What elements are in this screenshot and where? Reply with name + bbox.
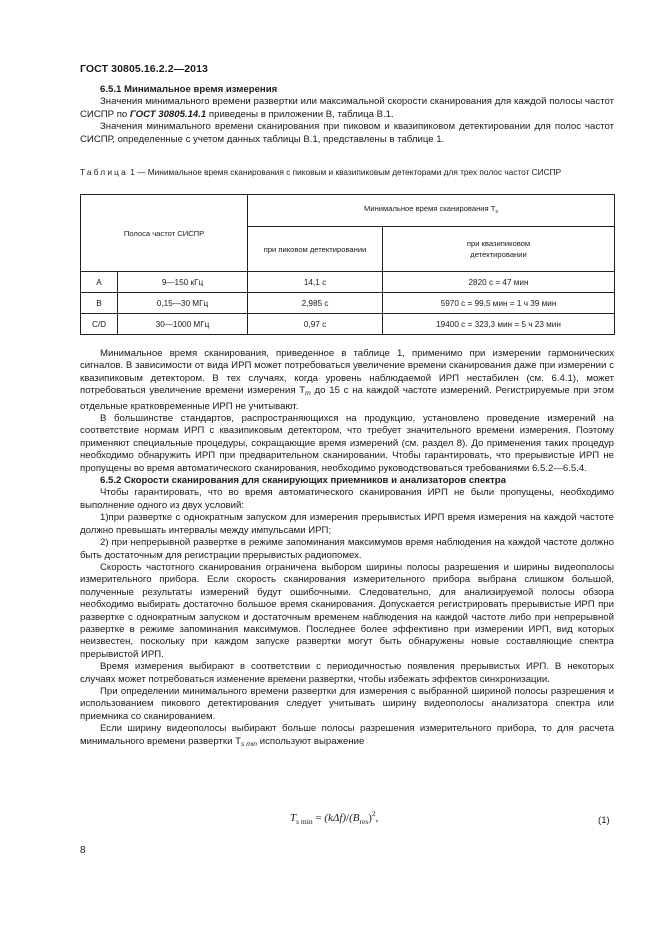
quasipeak-cell: 5970 с = 99,5 мин = 1 ч 39 мин: [383, 293, 615, 314]
formula-1: $T_{s min} = (k\Delta f)/(B_{res})^2$,: [290, 809, 379, 826]
standard-reference: ГОСТ 30805.14.1: [129, 108, 207, 120]
page-number: 8: [80, 845, 86, 856]
list-item: 2) при непрерывной развертке в режиме запоминания максимумов время наблюдения на каждой частоте должно быть достаточным для регистрации прерывистых радиопомех.: [80, 537, 614, 561]
paragraph: В большинстве стандартов, распространяющихся на продукцию, установлено проведение измерений на соответствие нормам ИРП с квазипиковым детектором, что требует значительного времени измерения. Поэтому применяют специальные процедуры, сокращающие время измерений (см. раздел 8). До применения таких процедур необходимо обнаружить ИРП при предварительном сканировании. Чтобы гарантировать, что прерывистые ИРП не пропущены во время автоматического сканирования, необходимо руководствоваться требованиями 6.5.2—6.5.4.: [80, 413, 614, 474]
paragraph: Значения минимального времени развертки или максимальной скорости сканирования для каждой полосы частот СИСПР по ГОСТ 30805.14.1 приведены в приложении В, таблица В.1.: [80, 96, 614, 120]
formula-number: (1): [598, 815, 610, 826]
paragraph: Минимальное время сканирования, приведенное в таблице 1, применимо при измерении гармонических сигналов. В зависимости от вида ИРП может потребоваться увеличение времени сканирования даже при измерении с квазипиковым детектором. В тех случаях, когда уровень наблюдаемой ИРП нестабилен (см. 6.4.1), может потребоваться увеличение времени измерения $T_m$ до 15 с на каждой частоте измерений. Регистрируемые при этом отдельные кратковременные ИРП не учитывают.: [80, 348, 614, 412]
list-item: 1)при развертке с однократным запуском для измерения прерывистых ИРП время измерения на каждой частоте должно превышать интервалы между импульсами ИРП;: [80, 512, 614, 536]
range-cell: 9—150 кГц: [118, 272, 248, 293]
body-text: [80, 348, 614, 751]
header-band: Полоса частот СИСПР: [81, 195, 248, 272]
paragraph: Время измерения выбирают в соответствии с периодичностью появления прерывистых ИРП. В некоторых случаях может потребоваться изменение времени развертки, чтобы избежать эффектов синхронизации.: [80, 661, 614, 685]
peak-cell: 2,985 с: [248, 293, 383, 314]
section-heading: 6.5.2 Скорости сканирования для сканирующих приемников и анализаторов спектра: [100, 475, 507, 487]
peak-cell: 14,1 с: [248, 272, 383, 293]
header-peak: при пиковом детектировании: [248, 227, 383, 272]
quasipeak-cell: 2820 с = 47 мин: [383, 272, 615, 293]
table-row: [81, 314, 615, 335]
band-cell: B: [81, 293, 118, 314]
table-row: [81, 293, 615, 314]
header-min-time: Минимальное время сканирования $T_s$: [248, 195, 615, 227]
paragraph: Значения минимального времени сканирования при пиковом и квазипиковом детектировании для полос частот СИСПР, определенные с учетом данных таблицы В.1, представлены в таблице 1.: [80, 121, 614, 145]
paragraph: Чтобы гарантировать, что во время автоматического сканирования ИРП не были пропущены, необходимо выполнение одного из двух условий:: [80, 487, 614, 511]
paragraph: Скорость частотного сканирования ограничена выбором ширины полосы разрешения и ширины видеополосы измерительного прибора. Если скорость сканирования измерительного прибора выбрана слишком большой, полученные результаты измерений будут ошибочными. Следовательно, для анализируемой полосы обзора необходимо выбирать достаточно большое время сканирования. Допускается регистрировать прерывистые ИРП при развертке с однократным запуском и достаточным временем наблюдения на каждой частоте либо при непрерывной развертке в режиме запоминания максимумов. Последнее более эффективно при измерении ИРП, вид которых неизвестен, поскольку при каждом запуске развертки могут быть обнаружены новые составляющие спектра прерывистой ИРП.: [80, 561, 614, 660]
peak-cell: 0,97 с: [248, 314, 383, 335]
band-cell: A: [81, 272, 118, 293]
min-scan-time-table: [80, 194, 615, 335]
quasipeak-cell: 19400 с = 323,3 мин = 5 ч 23 мин: [383, 314, 615, 335]
header-quasipeak: при квазипиковом детектировании: [383, 227, 615, 272]
table-caption: Таблица 1 — Минимальное время сканирования с пиковым и квазипиковым детекторами для трех полос частот СИСПР: [80, 167, 562, 177]
band-cell: C/D: [81, 314, 118, 335]
standard-header: ГОСТ 30805.16.2.2—2013: [80, 63, 208, 75]
table-row: [81, 272, 615, 293]
paragraph: При определении минимального времени развертки для измерения с выбранной шириной полосы разрешения и использованием пикового детектирования следует учитывать ширину видеополосы анализатора спектра или приемника со сканированием.: [80, 685, 614, 722]
section-heading: 6.5.1 Минимальное время измерения: [100, 84, 278, 95]
paragraph: Если ширину видеополосы выбирают больше полосы разрешения измерительного прибора, то для расчета минимального времени развертки $T_{s min}$ используют выражение: [80, 723, 614, 748]
range-cell: 30—1000 МГц: [118, 314, 248, 335]
section-6-5-1: [80, 84, 614, 146]
range-cell: 0,15—30 МГц: [118, 293, 248, 314]
